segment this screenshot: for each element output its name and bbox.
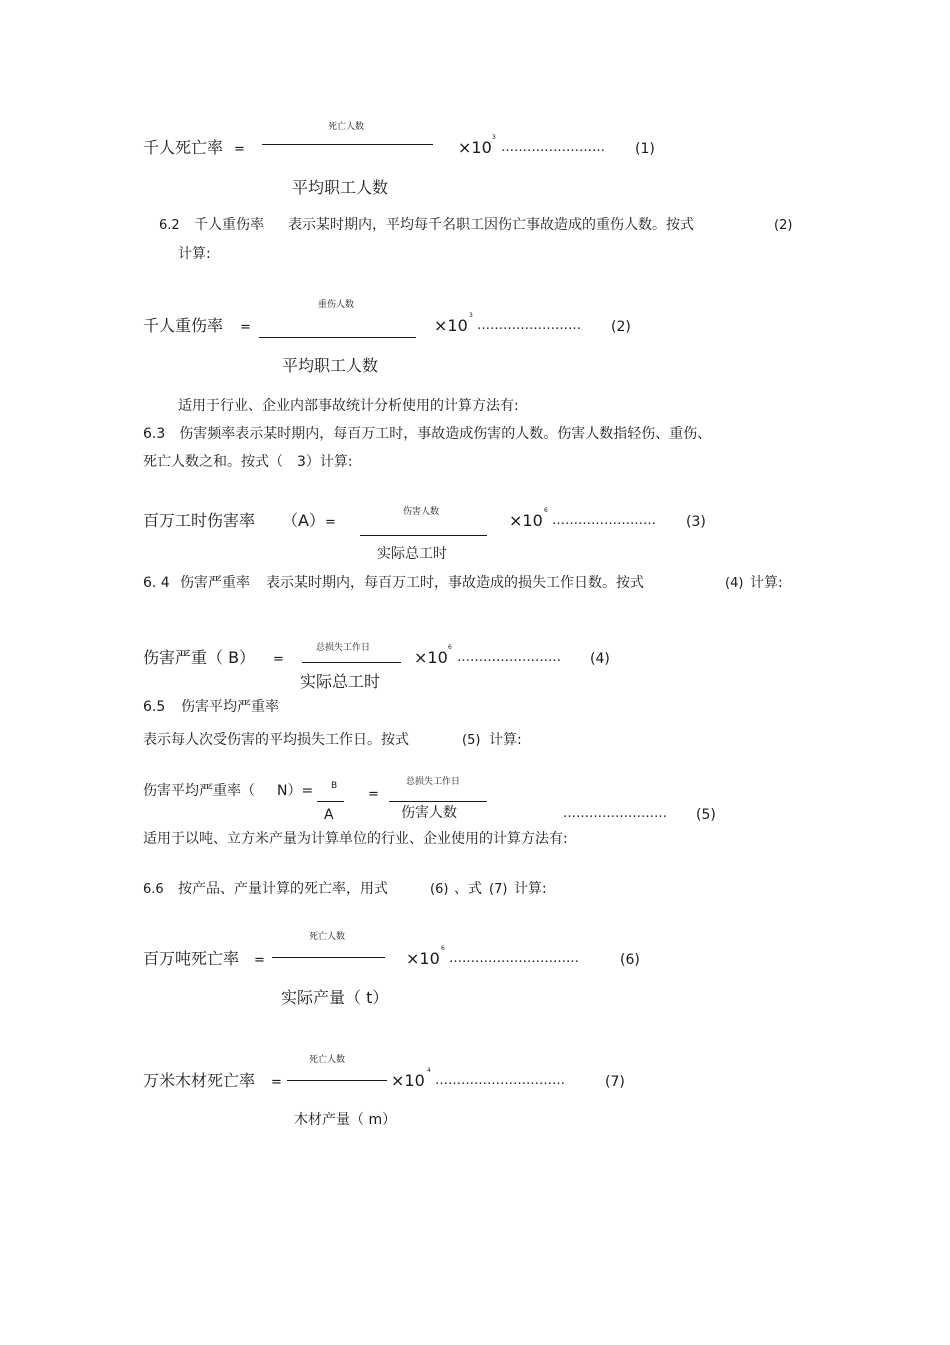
f5-numerator: 总损失工作日 — [406, 777, 461, 787]
s62-title: 千人重伤率 — [194, 217, 264, 233]
f1-equals: = — [234, 142, 245, 157]
p65-text: 表示每人次受伤害的平均损失工作日。按式 — [143, 732, 409, 748]
f7-lhs: 万米木材死亡率 — [143, 1071, 256, 1090]
f6-multiplier: ×10 — [406, 949, 440, 968]
f6-fraction-bar — [272, 957, 385, 958]
f5-equals: = — [368, 787, 379, 802]
f6-tag: (6) — [620, 952, 640, 968]
s64-text: 表示某时期内，每百万工时，事故造成的损失工作日数。按式 — [266, 575, 644, 591]
f6-lhs: 百万吨死亡率 — [143, 949, 240, 968]
f4-multiplier: ×10 — [414, 648, 448, 667]
f5-denominator: 伤害人数 — [401, 805, 457, 821]
f1-lhs: 千人死亡率 — [143, 138, 224, 157]
f7-fraction-bar — [287, 1080, 387, 1081]
f3-leader-dots: …………………… — [552, 513, 656, 528]
f2-tag: (2) — [611, 319, 631, 335]
f4-fraction-bar — [302, 662, 401, 663]
s62-text2: 计算: — [178, 246, 211, 262]
s63-line2: 死亡人数之和。按式（ 3）计算: — [143, 454, 353, 470]
f4-exponent: 6 — [448, 644, 452, 651]
f7-numerator: 死亡人数 — [309, 1055, 346, 1065]
f3-numerator: 伤害人数 — [403, 507, 440, 517]
f2-leader-dots: …………………… — [477, 318, 581, 333]
f2-multiplier: ×10 — [434, 316, 468, 335]
f2-lhs: 千人重伤率 — [143, 316, 224, 335]
f5-a: A — [324, 807, 334, 823]
f1-denominator: 平均职工人数 — [292, 178, 389, 197]
s66-text2: 计算: — [514, 881, 547, 897]
tonnage-paragraph: 适用于以吨、立方米产量为计算单位的行业、企业使用的计算方法有: — [143, 831, 568, 847]
f3-symbol: （A） — [282, 511, 325, 530]
f5-b: B — [331, 781, 338, 791]
f3-tag: (3) — [686, 514, 706, 530]
f4-tag: (4) — [590, 651, 610, 667]
f5-leader-dots: …………………… — [563, 806, 667, 821]
s66-ref1: (6) — [430, 882, 449, 897]
f4-denominator: 实际总工时 — [300, 672, 381, 691]
s62-ref: (2) — [774, 218, 793, 233]
f1-multiplier: ×10 — [458, 138, 492, 157]
f3-denominator: 实际总工时 — [377, 546, 447, 562]
f7-leader-dots: ………………………… — [435, 1073, 565, 1088]
s65-title: 伤害平均严重率 — [181, 699, 279, 715]
s66-ref2: (7) — [489, 882, 508, 897]
f4-leader-dots: …………………… — [457, 650, 561, 665]
s64-title: 伤害严重率 — [180, 575, 250, 591]
f3-fraction-bar — [360, 535, 487, 536]
intro-paragraph: 适用于行业、企业内部事故统计分析使用的计算方法有: — [178, 398, 519, 414]
f1-numerator: 死亡人数 — [328, 122, 365, 132]
f7-exponent: 4 — [427, 1067, 431, 1074]
s65-number: 6.5 — [143, 699, 166, 715]
f2-exponent: 3 — [469, 312, 473, 319]
f5-symbol: N）= — [277, 783, 314, 799]
s64-number: 6. 4 — [143, 575, 170, 591]
f6-denominator: 实际产量（ t） — [281, 988, 389, 1007]
f1-tag: (1) — [635, 141, 655, 157]
s62-number: 6.2 — [159, 218, 180, 233]
f4-numerator: 总损失工作日 — [316, 643, 371, 653]
f1-fraction-bar — [262, 144, 433, 145]
f7-tag: (7) — [605, 1074, 625, 1090]
f3-exponent: 6 — [544, 507, 548, 514]
f2-fraction-bar — [259, 337, 416, 338]
f6-leader-dots: ………………………… — [449, 951, 579, 966]
f1-exponent: 3 — [492, 134, 496, 141]
f6-numerator: 死亡人数 — [309, 932, 346, 942]
p65-ref: (5) — [462, 733, 481, 748]
s64-text2: 计算: — [750, 575, 783, 591]
f2-denominator: 平均职工人数 — [282, 356, 379, 375]
s62-text: 表示某时期内，平均每千名职工因伤亡事故造成的重伤人数。按式 — [288, 217, 694, 233]
s66-sep: 、式 — [454, 881, 482, 897]
f1-leader-dots: …………………… — [501, 140, 605, 155]
f4-equals: = — [273, 652, 284, 667]
f5-lhs: 伤害平均严重率（ — [143, 783, 255, 799]
f2-equals: = — [240, 320, 251, 335]
f7-equals: = — [271, 1075, 282, 1090]
s63-line1: 6.3 伤害频率表示某时期内，每百万工时，事故造成伤害的人数。伤害人数指轻伤、重伤、 — [143, 426, 712, 442]
f5-tag: (5) — [696, 807, 716, 823]
s66-number: 6.6 — [143, 882, 164, 897]
f3-multiplier: ×10 — [509, 511, 543, 530]
f4-lhs: 伤害严重（ B） — [143, 648, 256, 667]
f2-numerator: 重伤人数 — [318, 300, 355, 310]
f3-lhs: 百万工时伤害率 — [143, 511, 256, 530]
f5-fraction-bar — [389, 801, 487, 802]
p65-text2: 计算: — [489, 732, 522, 748]
f6-exponent: 6 — [441, 945, 445, 952]
f6-equals: = — [254, 953, 265, 968]
s66-text: 按产品、产量计算的死亡率，用式 — [178, 881, 388, 897]
f5-small-fraction-bar — [317, 801, 344, 802]
f7-multiplier: ×10 — [391, 1071, 425, 1090]
s64-ref: (4) — [725, 576, 744, 591]
f7-denominator: 木材产量（ m） — [294, 1112, 397, 1128]
f3-equals: = — [325, 515, 336, 530]
